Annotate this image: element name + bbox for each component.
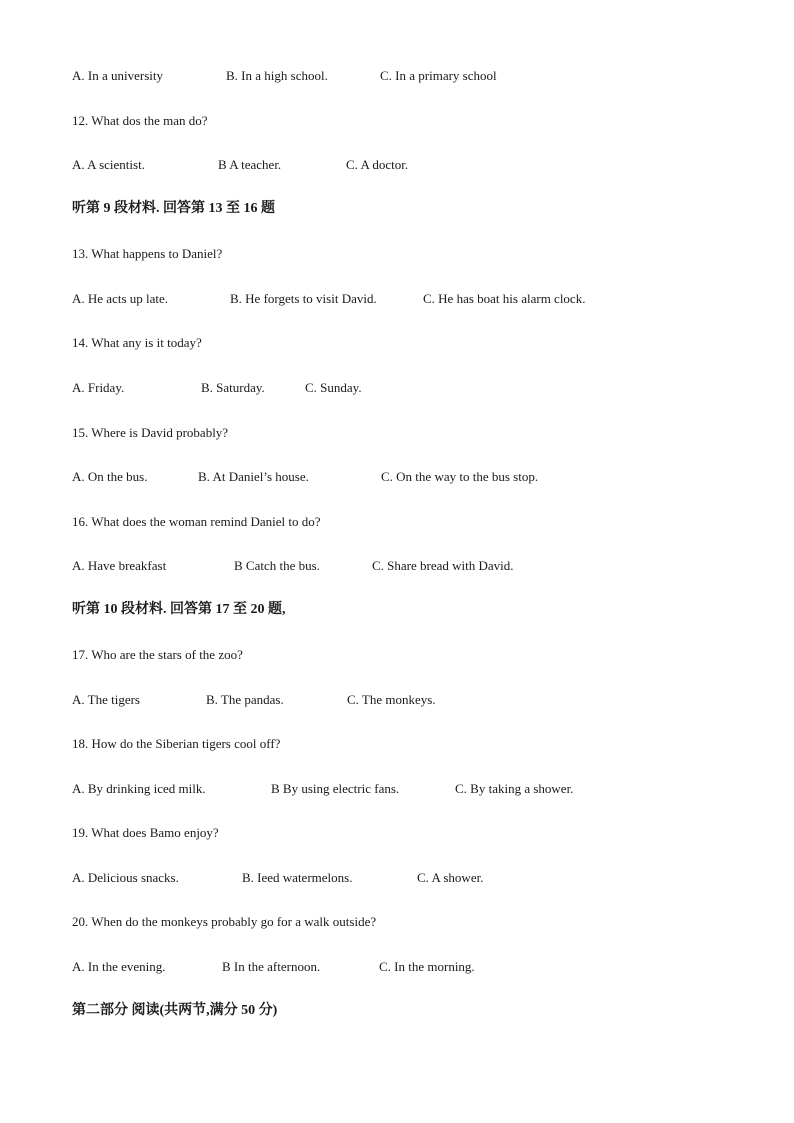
q14-option-a: A. Friday. — [72, 380, 125, 395]
q18-option-a: A. By drinking iced milk. — [72, 781, 206, 796]
q16-option-a: A. Have breakfast — [72, 558, 167, 573]
q15-option-c: C. On the way to the bus stop. — [381, 469, 539, 484]
q14-option-c: C. Sunday. — [305, 380, 362, 395]
q11-option-a: A. In a university — [72, 68, 163, 83]
part-2-heading: 第二部分 阅读(共两节,满分 50 分) — [72, 1003, 278, 1018]
q14-option-b: B. Saturday. — [201, 380, 265, 395]
q12-option-c: C. A doctor. — [346, 157, 409, 172]
q15-option-a: A. On the bus. — [72, 469, 148, 484]
q19-option-a: A. Delicious snacks. — [72, 870, 179, 885]
q15-question: 15. Where is David probably? — [72, 425, 229, 440]
q14-question: 14. What any is it today? — [72, 335, 202, 350]
q16-option-b: B Catch the bus. — [234, 558, 320, 573]
section-10-heading: 听第 10 段材料. 回答第 17 至 20 题, — [72, 602, 286, 617]
q18-option-c: C. By taking a shower. — [455, 781, 574, 796]
q13-option-a: A. He acts up late. — [72, 291, 169, 306]
q13-option-b: B. He forgets to visit David. — [230, 291, 377, 306]
q11-option-c: C. In a primary school — [380, 68, 497, 83]
q18-question: 18. How do the Siberian tigers cool off? — [72, 736, 281, 751]
q16-option-c: C. Share bread with David. — [372, 558, 514, 573]
q20-option-a: A. In the evening. — [72, 959, 166, 974]
q18-option-b: B By using electric fans. — [271, 781, 400, 796]
q19-option-c: C. A shower. — [417, 870, 484, 885]
q12-option-a: A. A scientist. — [72, 157, 145, 172]
q20-option-b: B In the afternoon. — [222, 959, 321, 974]
q19-option-b: B. Ieed watermelons. — [242, 870, 353, 885]
q17-option-b: B. The pandas. — [206, 692, 284, 707]
q19-question: 19. What does Bamo enjoy? — [72, 825, 219, 840]
q17-question: 17. Who are the stars of the zoo? — [72, 647, 243, 662]
q13-option-c: C. He has boat his alarm clock. — [423, 291, 586, 306]
q17-option-a: A. The tigers — [72, 692, 140, 707]
q13-question: 13. What happens to Daniel? — [72, 246, 223, 261]
q17-option-c: C. The monkeys. — [347, 692, 436, 707]
q15-option-b: B. At Daniel’s house. — [198, 469, 309, 484]
q11-option-b: B. In a high school. — [226, 68, 328, 83]
q20-option-c: C. In the morning. — [379, 959, 475, 974]
q12-option-b: B A teacher. — [218, 157, 282, 172]
q20-question: 20. When do the monkeys probably go for a walk outside? — [72, 914, 377, 929]
section-9-heading: 听第 9 段材料. 回答第 13 至 16 题 — [72, 201, 275, 216]
q12-question: 12. What dos the man do? — [72, 113, 208, 128]
q16-question: 16. What does the woman remind Daniel to do? — [72, 514, 321, 529]
